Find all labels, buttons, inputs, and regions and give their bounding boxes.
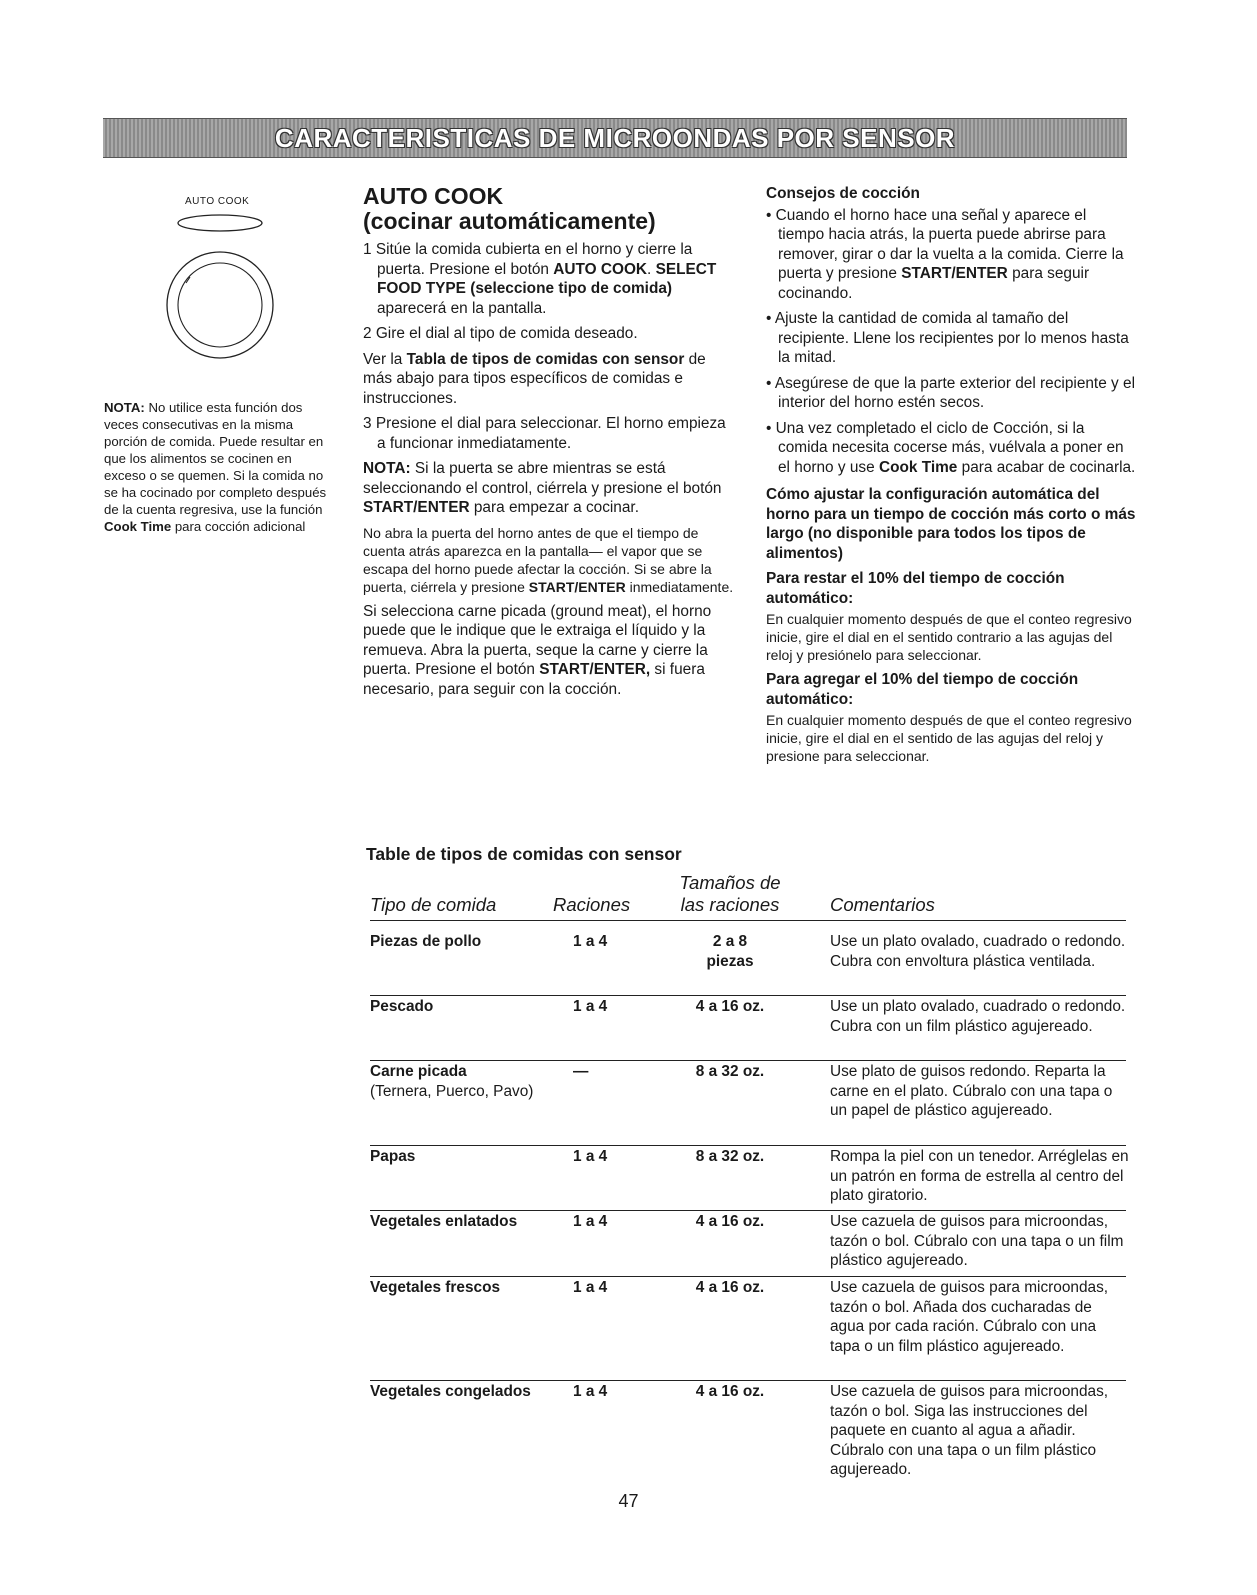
food-name: Pescado: [370, 998, 434, 1015]
cell-comments: Use un plato ovalado, cuadrado o redondo. Cubra con envoltura plástica ventilada.: [830, 933, 1126, 970]
tip-item: • Una vez completado el ciclo de Cocción, si la comida necesita cocerse más, vuélvala a poner en el horno y use Cook Time para acabar de cocinarla.: [766, 419, 1136, 476]
cell-comments: Use cazuela de guisos para microondas, tazón o bol. Añada dos cucharadas de agua por cada ración. Cúbralo con una tapa o un film plástico agujereado.: [830, 1279, 1109, 1355]
subtract-heading: Para restar el 10% del tiempo de cocción automático:: [766, 570, 1065, 607]
tips-heading: Consejos de cocción: [766, 185, 920, 202]
food-name: Vegetales enlatados: [370, 1213, 518, 1230]
cell-food-type: [370, 932, 570, 952]
step-3: 3 Presione el dial para seleccionar. El horno empieza a funcionar inmediatamente.: [363, 415, 726, 452]
auto-cook-heading: AUTO COOK: [363, 183, 504, 209]
header-servings: Raciones: [553, 894, 631, 915]
row-divider: [370, 1276, 1126, 1277]
subtract-text: En cualquier momento después de que el conteo regresivo inicie, gire el dial en el sentido contrario a las agujas del reloj y presiónelo para seleccionar.: [766, 611, 1132, 663]
food-name: Piezas de pollo: [370, 933, 482, 950]
food-name: Vegetales congelados: [370, 1383, 531, 1400]
tips-list: [766, 206, 1136, 478]
food-name: Vegetales frescos: [370, 1279, 501, 1296]
header-comments: Comentarios: [830, 894, 935, 915]
cooking-tips: [766, 184, 1136, 771]
cell-serving-size: 8 a 32 oz.: [695, 1148, 765, 1165]
cell-serving-size: 4 a 16 oz.: [695, 998, 765, 1015]
sensor-table-title: Table de tipos de comidas con sensor: [366, 844, 682, 864]
cell-serving-size: 4 a 16 oz.: [695, 1213, 765, 1230]
cell-comments: Use cazuela de guisos para microondas, tazón o bol. Siga las instrucciones del paquete en cuanto al agua a añadir. Cúbralo con una tapa o un film plástico agujereado.: [830, 1383, 1109, 1478]
cell-servings: 1 a 4: [573, 998, 608, 1015]
cell-servings: —: [573, 1063, 589, 1080]
row-divider: [370, 995, 1126, 996]
cell-food-type: [370, 1382, 570, 1402]
row-divider: [370, 1210, 1126, 1211]
header-divider: [370, 920, 1126, 921]
cell-food-type: [370, 1147, 570, 1167]
row-divider: [370, 1380, 1126, 1381]
add-heading: Para agregar el 10% del tiempo de cocción automático:: [766, 671, 1079, 708]
add-text: En cualquier momento después de que el conteo regresivo inicie, gire el dial en el sentido de las agujas del reloj y presione para seleccionar.: [766, 712, 1132, 764]
row-divider: [370, 1060, 1126, 1061]
cell-food-type: [370, 1062, 570, 1101]
table-reference: Ver la Tabla de tipos de comidas con sensor de más abajo para tipos específicos de comidas e instrucciones.: [363, 350, 706, 407]
cell-serving-size: 8 a 32 oz.: [695, 1063, 765, 1080]
row-divider: [370, 1145, 1126, 1146]
dial-note: [104, 399, 329, 535]
dial-note-end: para cocción adicional: [171, 519, 306, 534]
cell-food-type: [370, 997, 570, 1017]
dial-note-text: No utilice esta función dos veces consecutivas en la misma porción de comida. Puede resultar en que los alimentos se cocinen en exceso o se quemen. Si la comida no se ha cocinado por completo después de la cuenta regresiva, use la función: [104, 400, 327, 517]
cell-servings: 1 a 4: [573, 1279, 608, 1296]
cell-food-type: [370, 1278, 570, 1298]
section-title: CARACTERISTICAS DE MICROONDAS POR SENSOR: [274, 123, 956, 153]
cell-comments: Use cazuela de guisos para microondas, tazón o bol. Cúbralo con una tapa o un film plástico agujereado.: [830, 1213, 1124, 1269]
ground-meat-note: Si selecciona carne picada (ground meat), el horno puede que le indique que le extraiga el líquido y la remueva. Abra la puerta, seque la carne y cierre la puerta. Presione el botón START/ENTER, si fuera necesario, para seguir con la cocción.: [363, 602, 712, 698]
auto-cook-instructions: [363, 184, 738, 705]
table-header: [370, 870, 1126, 920]
food-name: Papas: [370, 1148, 416, 1165]
cell-servings: 1 a 4: [573, 1383, 608, 1400]
door-note: NOTA: Si la puerta se abre mientras se está seleccionando el control, ciérrela y presione el botón START/ENTER para empezar a cocinar.: [363, 460, 722, 516]
adjust-heading: Cómo ajustar la configuración automática del horno para un tiempo de cocción más corto o más largo (no disponible para todos los tipos de alimentos): [766, 486, 1136, 562]
door-warning: No abra la puerta del horno antes de que el tiempo de cuenta atrás aparezca en la pantalla— el vapor que se escapa del horno puede afectar la cocción. Si se abre la puerta, ciérrela y presione START/ENTER inmediatamente.: [363, 524, 734, 595]
cell-serving-size: 4 a 16 oz.: [695, 1279, 765, 1296]
cell-servings: 1 a 4: [573, 933, 608, 950]
dial-note-label: NOTA:: [104, 400, 145, 415]
cell-serving-size: 2 a 8 piezas: [706, 933, 754, 970]
section-banner: [103, 118, 1127, 158]
cell-servings: 1 a 4: [573, 1148, 608, 1165]
tip-item: • Ajuste la cantidad de comida al tamaño del recipiente. Llene los recipientes por lo menos hasta la mitad.: [766, 310, 1129, 366]
dial-label: AUTO COOK: [185, 196, 250, 207]
cell-serving-size: 4 a 16 oz.: [695, 1383, 765, 1400]
cell-comments: Rompa la piel con un tenedor. Arréglelas en un patrón en forma de estrella al centro del plato giratorio.: [830, 1148, 1129, 1204]
tip-item: • Asegúrese de que la parte exterior del recipiente y el interior del horno estén secos.: [766, 374, 1135, 411]
cell-servings: 1 a 4: [573, 1213, 608, 1230]
food-subtypes: (Ternera, Puerco, Pavo): [370, 1082, 534, 1100]
cell-comments: Use un plato ovalado, cuadrado o redondo. Cubra con un film plástico agujereado.: [830, 998, 1126, 1035]
header-serving-size: Tamaños de las raciones: [679, 872, 781, 915]
cell-comments: Use plato de guisos redondo. Reparta la carne en el plato. Cúbralo con una tapa o un papel de plástico agujereado.: [830, 1063, 1113, 1119]
tip-item: • Cuando el horno hace una señal y aparece el tiempo hacia atrás, la puerta puede abrirse para remover, girar o dar la vuelta a la comida. Cierre la puerta y presione START/ENTER para seguir cocinando.: [766, 206, 1124, 302]
page-number: 47: [618, 1491, 639, 1511]
dial-knob-icon: [150, 205, 290, 365]
auto-cook-subheading: (cocinar automáticamente): [363, 208, 656, 234]
dial-note-bold: Cook Time: [104, 519, 172, 534]
header-food-type: Tipo de comida: [370, 894, 497, 915]
cell-food-type: [370, 1212, 570, 1232]
step-2: 2 Gire el dial al tipo de comida deseado.: [363, 325, 638, 342]
step-1: 1 Sitúe la comida cubierta en el horno y cierre la puerta. Presione el botón AUTO COOK. SELECT FOOD TYPE (seleccione tipo de comida) aparecerá en la pantalla.: [363, 241, 717, 317]
food-name: Carne picada: [370, 1063, 467, 1080]
